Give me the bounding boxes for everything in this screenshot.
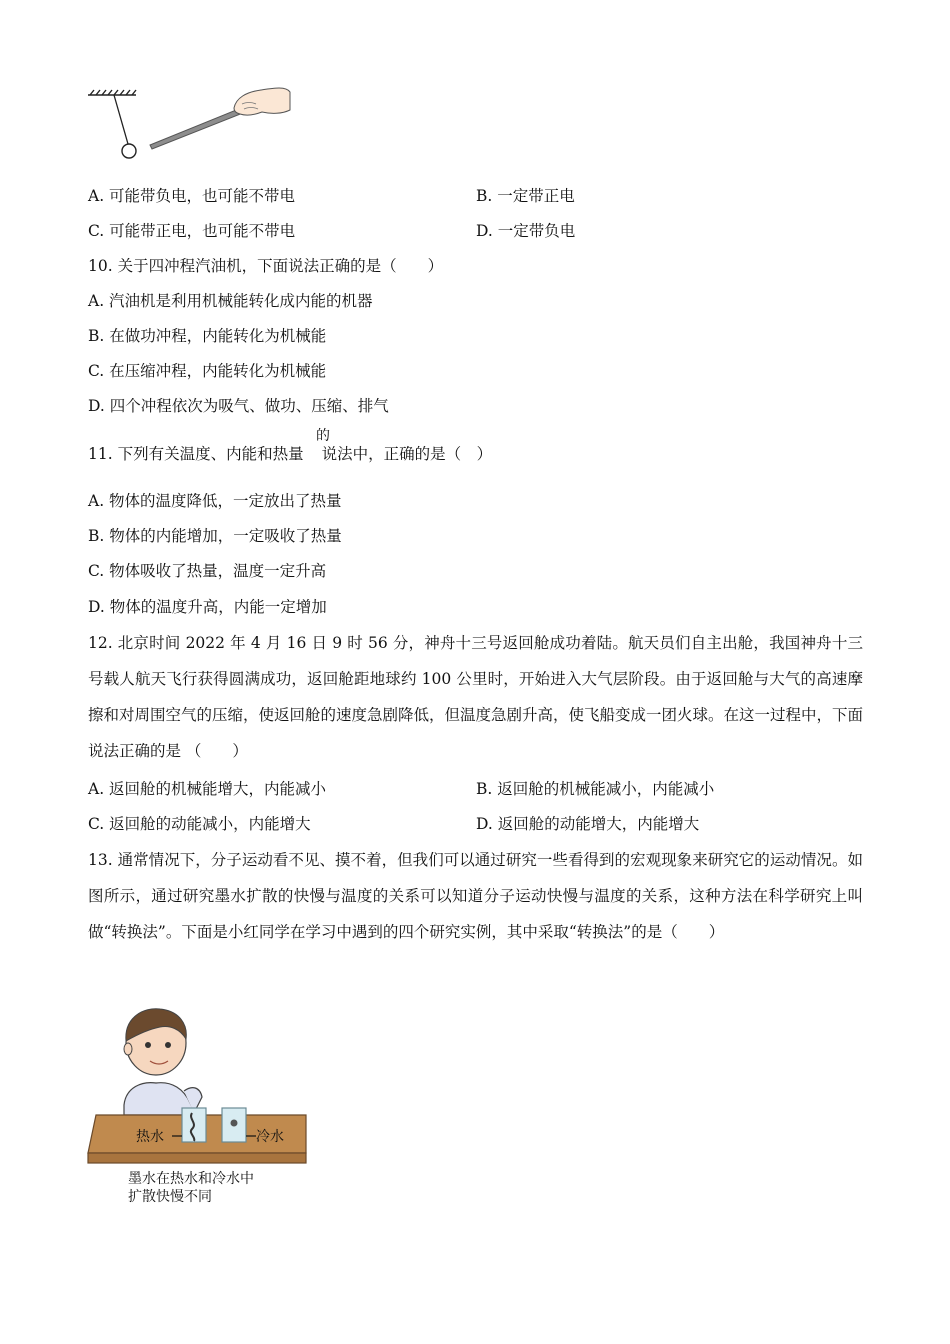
q12-stem: 12. 北京时间 2022 年 4 月 16 日 9 时 56 分，神舟十三号返回舱成功着陆。航天员们自主出舱，我国神舟十三号载人航天飞行获得圆满成功，返回舱距地球约 100 公里时，开始进入大气层阶段。由于返回舱与大气的高速摩擦和对周围空气的压缩，使返回舱的速度急剧降低，但温度急剧升高，使飞船变成一团火球。在这一过程中，下面说法正确的是 （ ） [88,634,864,760]
q11-option-d: D. 物体的温度升高，内能一定增加 [88,598,327,616]
boy-illustration [124,1009,202,1115]
table-edge [88,1153,306,1163]
q10-option-b: B. 在做功冲程，内能转化为机械能 [88,327,327,345]
ink-diffusion-figure [84,1005,314,1210]
q12-option-c: C. 返回舱的动能减小，内能增大 [88,815,311,833]
label-cold-water: 冷水 [256,1129,284,1145]
q9-option-a: A. 可能带负电，也可能不带电 [88,187,296,205]
hand-illustration [234,88,290,115]
figure-caption-line1: 墨水在热水和冷水中 [128,1171,254,1187]
q12-option-a: A. 返回舱的机械能增大，内能减小 [88,780,327,798]
figure-caption-line2: 扩散快慢不同 [128,1189,212,1205]
pendulum-string [114,95,128,144]
q10-stem: 10. 关于四冲程汽油机，下面说法正确的是（ ） [88,257,444,275]
q12-option-b: B. 返回舱的机械能减小，内能减小 [476,780,715,798]
label-hot-water: 热水 [136,1129,164,1145]
q13-stem: 13. 通常情况下，分子运动看不见、摸不着，但我们可以通过研究一些看得到的宏观现象来研究它的运动情况。如图所示，通过研究墨水扩散的快慢与温度的关系可以知道分子运动快慢与温度的关系，这种方法在科学研究上叫做“转换法”。下面是小红同学在学习中遇到的四个研究实例，其中采取“转换法”的是（ ） [88,851,863,941]
q11-stem-part1: 11. 下列有关温度、内能和热量 [88,445,304,463]
charged-rod [150,106,248,149]
q11-stem [88,443,492,465]
q10-option-a: A. 汽油机是利用机械能转化成内能的机器 [88,292,373,310]
q11-stem-part2: 说法中，正确的是（ ） [321,445,493,463]
q11-option-c: C. 物体吸收了热量，温度一定升高 [88,562,327,580]
q9-option-c: C. 可能带正电，也可能不带电 [88,222,296,240]
q11-option-b: B. 物体的内能增加，一定吸收了热量 [88,527,342,545]
q10-option-c: C. 在压缩冲程，内能转化为机械能 [88,362,327,380]
q11-option-a: A. 物体的温度降低，一定放出了热量 [88,492,342,510]
q9-option-d: D. 一定带负电 [476,222,576,240]
pendulum-ball [122,144,136,158]
pendulum-rod-figure [86,82,296,162]
ceiling-hatch [88,90,136,95]
q9-option-b: B. 一定带正电 [476,187,575,205]
q12-option-d: D. 返回舱的动能增大，内能增大 [476,815,700,833]
q11-stem-inserted-char: 的 [316,428,330,444]
q10-option-d: D. 四个冲程依次为吸气、做功、压缩、排气 [88,397,389,415]
